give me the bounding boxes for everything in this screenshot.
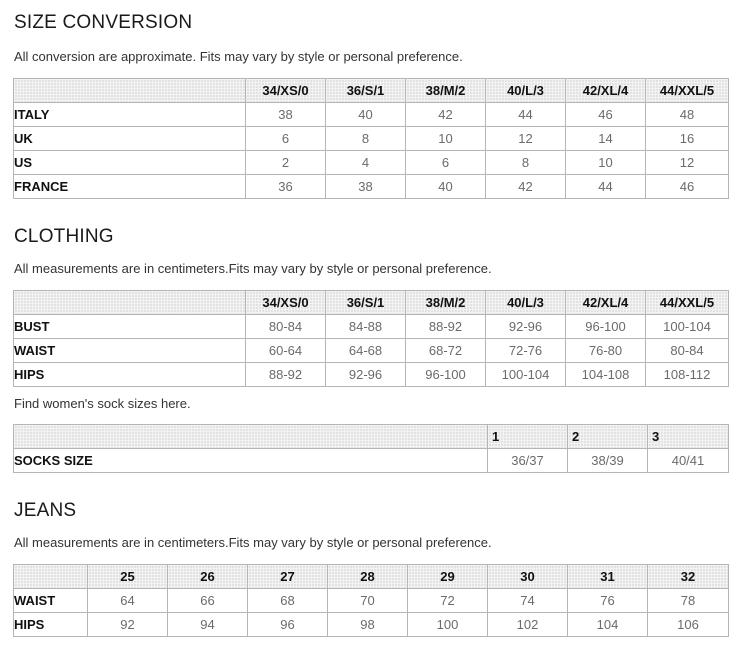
column-header: 25 (88, 565, 168, 589)
table-cell: 100-104 (486, 363, 566, 387)
table-cell: 36 (246, 175, 326, 199)
row-label: WAIST (14, 589, 88, 613)
table-cell: 100 (408, 613, 488, 637)
table-cell: 98 (328, 613, 408, 637)
table-cell: 102 (488, 613, 568, 637)
table-cell: 6 (246, 127, 326, 151)
table-cell: 104 (568, 613, 648, 637)
table-cell: 12 (646, 151, 729, 175)
table-row (14, 613, 729, 637)
table-cell: 64-68 (326, 339, 406, 363)
table-cell: 106 (648, 613, 729, 637)
column-header: 36/S/1 (326, 291, 406, 315)
column-header: 38/M/2 (406, 79, 486, 103)
column-header: 42/XL/4 (566, 291, 646, 315)
table-cell: 36/37 (488, 449, 568, 473)
table-row (14, 127, 729, 151)
table-cell: 108-112 (646, 363, 729, 387)
column-header: 29 (408, 565, 488, 589)
column-header: 31 (568, 565, 648, 589)
clothing-table (13, 290, 729, 387)
table-cell: 60-64 (246, 339, 326, 363)
table-cell: 94 (168, 613, 248, 637)
size-conversion-title: SIZE CONVERSION (14, 12, 193, 33)
column-header: 38/M/2 (406, 291, 486, 315)
socks-note: Find women's sock sizes here. (14, 396, 191, 411)
table-cell: 40 (326, 103, 406, 127)
table-row (14, 151, 729, 175)
table-row (14, 315, 729, 339)
table-cell: 10 (566, 151, 646, 175)
table-cell: 40 (406, 175, 486, 199)
table-cell: 84-88 (326, 315, 406, 339)
table-cell: 92 (88, 613, 168, 637)
table-row (14, 449, 729, 473)
header-row (14, 79, 729, 103)
column-header: 44/XXL/5 (646, 291, 729, 315)
table-cell: 2 (246, 151, 326, 175)
table-cell: 4 (326, 151, 406, 175)
column-header: 3 (648, 425, 729, 449)
row-label: BUST (14, 315, 246, 339)
table-cell: 46 (566, 103, 646, 127)
table-row (14, 589, 729, 613)
row-label: US (14, 151, 246, 175)
header-corner-cell (14, 425, 488, 449)
clothing-note: All measurements are in centimeters.Fits may vary by style or personal preference. (14, 261, 492, 276)
table-cell: 104-108 (566, 363, 646, 387)
row-label: UK (14, 127, 246, 151)
table-cell: 64 (88, 589, 168, 613)
row-label: ITALY (14, 103, 246, 127)
table-cell: 72-76 (486, 339, 566, 363)
table-row (14, 103, 729, 127)
column-header: 40/L/3 (486, 79, 566, 103)
table-cell: 96-100 (406, 363, 486, 387)
table-cell: 74 (488, 589, 568, 613)
table-cell: 12 (486, 127, 566, 151)
column-header: 27 (248, 565, 328, 589)
jeans-table (13, 564, 729, 637)
table-cell: 78 (648, 589, 729, 613)
table-cell: 10 (406, 127, 486, 151)
table-cell: 40/41 (648, 449, 729, 473)
table-cell: 46 (646, 175, 729, 199)
column-header: 36/S/1 (326, 79, 406, 103)
table-cell: 42 (406, 103, 486, 127)
clothing-title: CLOTHING (14, 226, 114, 247)
table-cell: 38 (326, 175, 406, 199)
header-row (14, 565, 729, 589)
table-cell: 80-84 (646, 339, 729, 363)
table-cell: 14 (566, 127, 646, 151)
size-conversion-note: All conversion are approximate. Fits may vary by style or personal preference. (14, 49, 463, 64)
table-cell: 100-104 (646, 315, 729, 339)
row-label: FRANCE (14, 175, 246, 199)
table-row (14, 363, 729, 387)
column-header: 44/XXL/5 (646, 79, 729, 103)
column-header: 42/XL/4 (566, 79, 646, 103)
table-cell: 92-96 (326, 363, 406, 387)
table-cell: 76 (568, 589, 648, 613)
table-row (14, 175, 729, 199)
table-cell: 70 (328, 589, 408, 613)
table-cell: 42 (486, 175, 566, 199)
column-header: 26 (168, 565, 248, 589)
table-cell: 88-92 (246, 363, 326, 387)
size-conversion-table (13, 78, 729, 199)
table-cell: 76-80 (566, 339, 646, 363)
table-cell: 16 (646, 127, 729, 151)
table-cell: 68-72 (406, 339, 486, 363)
column-header: 28 (328, 565, 408, 589)
jeans-title: JEANS (14, 500, 77, 521)
column-header: 2 (568, 425, 648, 449)
table-cell: 96-100 (566, 315, 646, 339)
table-cell: 38/39 (568, 449, 648, 473)
column-header: 40/L/3 (486, 291, 566, 315)
table-cell: 8 (326, 127, 406, 151)
column-header: 34/XS/0 (246, 79, 326, 103)
column-header: 32 (648, 565, 729, 589)
table-row (14, 339, 729, 363)
row-label: WAIST (14, 339, 246, 363)
column-header: 1 (488, 425, 568, 449)
header-row (14, 425, 729, 449)
socks-table (13, 424, 729, 473)
table-cell: 44 (566, 175, 646, 199)
row-label: SOCKS SIZE (14, 449, 488, 473)
header-row (14, 291, 729, 315)
table-cell: 96 (248, 613, 328, 637)
table-cell: 92-96 (486, 315, 566, 339)
table-cell: 80-84 (246, 315, 326, 339)
column-header: 30 (488, 565, 568, 589)
header-corner-cell (14, 79, 246, 103)
header-corner-cell (14, 565, 88, 589)
table-cell: 66 (168, 589, 248, 613)
table-cell: 38 (246, 103, 326, 127)
table-cell: 88-92 (406, 315, 486, 339)
header-corner-cell (14, 291, 246, 315)
column-header: 34/XS/0 (246, 291, 326, 315)
table-cell: 48 (646, 103, 729, 127)
row-label: HIPS (14, 363, 246, 387)
table-cell: 44 (486, 103, 566, 127)
table-cell: 68 (248, 589, 328, 613)
jeans-note: All measurements are in centimeters.Fits may vary by style or personal preference. (14, 535, 492, 550)
table-cell: 8 (486, 151, 566, 175)
table-cell: 6 (406, 151, 486, 175)
table-cell: 72 (408, 589, 488, 613)
row-label: HIPS (14, 613, 88, 637)
